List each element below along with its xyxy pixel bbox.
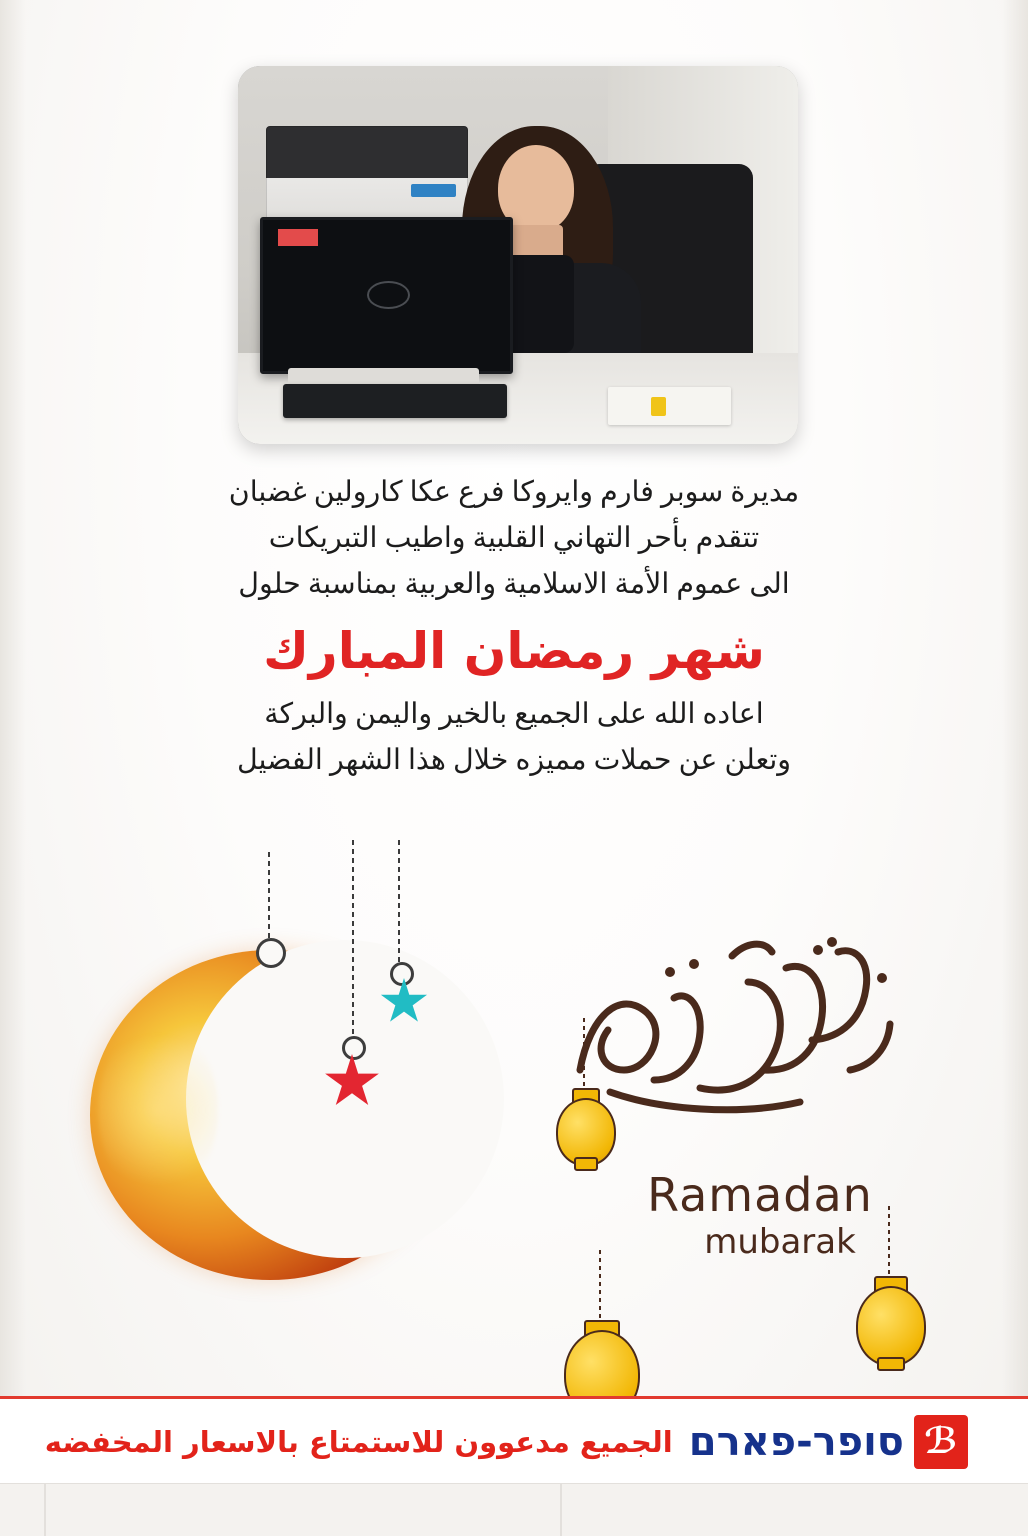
greeting-text-block: [60, 470, 968, 784]
greeting-line-5: وتعلن عن حملات مميزه خلال هذا الشهر الفضيل: [236, 745, 792, 776]
ramadan-artwork: [0, 840, 1028, 1400]
lantern-2-cord: [599, 1250, 601, 1330]
greeting-line-2: تتقدم بأحر التهاني القلبية واطيب التبريكات: [268, 523, 760, 554]
office-portrait-photo: [238, 66, 798, 444]
lantern-1-icon: [556, 1098, 612, 1162]
footer-bar: [0, 1396, 1028, 1484]
greeting-line-1: مديرة سوبر فارم وايروكا فرع عكا كارولين غضبان: [228, 477, 800, 508]
mubarak-word: mubarak: [704, 1222, 856, 1262]
lantern-3-body: [856, 1286, 926, 1366]
photo-keyboard: [283, 384, 507, 418]
photo-printer-panel: [411, 184, 455, 198]
bottom-strip-seam-right: [560, 1484, 562, 1536]
brand-name: סופר-פארם: [688, 1418, 904, 1465]
footer-slogan: الجميع مدعوون للاستمتاع بالاسعار المخفضه: [44, 1424, 673, 1459]
ramadan-word: Ramadan: [647, 1168, 873, 1222]
photo-desk-paper-marker: [651, 397, 666, 416]
brand-mark-icon: ℬ: [914, 1415, 968, 1469]
hanging-cord-2: [352, 840, 354, 1038]
bottom-strip: [0, 1483, 1028, 1536]
hanging-cord-3: [398, 840, 400, 968]
hanging-ring-2-icon: [342, 1036, 366, 1060]
photo-monitor-logo: [367, 281, 410, 309]
bottom-strip-seam-left: [44, 1484, 46, 1536]
lantern-1-body: [556, 1098, 616, 1166]
hanging-cord-1: [268, 852, 270, 944]
greeting-headline: شهر رمضان المبارك: [263, 622, 765, 680]
photo-content: [238, 66, 798, 444]
photo-desk-paper: [608, 387, 731, 425]
lantern-1-base: [574, 1157, 598, 1171]
photo-monitor-sticker: [278, 229, 317, 246]
photo-monitor: [260, 217, 512, 374]
calligraphy-group: [520, 900, 940, 1340]
lantern-1-cord: [583, 1018, 585, 1098]
greeting-line-4: اعاده الله على الجميع بالخير واليمن والبركة: [264, 699, 764, 730]
brand-logo: [689, 1415, 968, 1469]
hanging-ring-3-icon: [390, 962, 414, 986]
lantern-3-base: [877, 1357, 905, 1371]
lantern-3-cord: [888, 1206, 890, 1286]
crescent-moon-glow: [98, 1020, 218, 1200]
lantern-3-icon: [856, 1286, 922, 1362]
hanging-ring-1-icon: [256, 938, 286, 968]
crescent-moon-cutout: [186, 940, 504, 1258]
greeting-line-3: الى عموم الأمة الاسلامية والعربية بمناسبة حلول: [238, 569, 790, 600]
